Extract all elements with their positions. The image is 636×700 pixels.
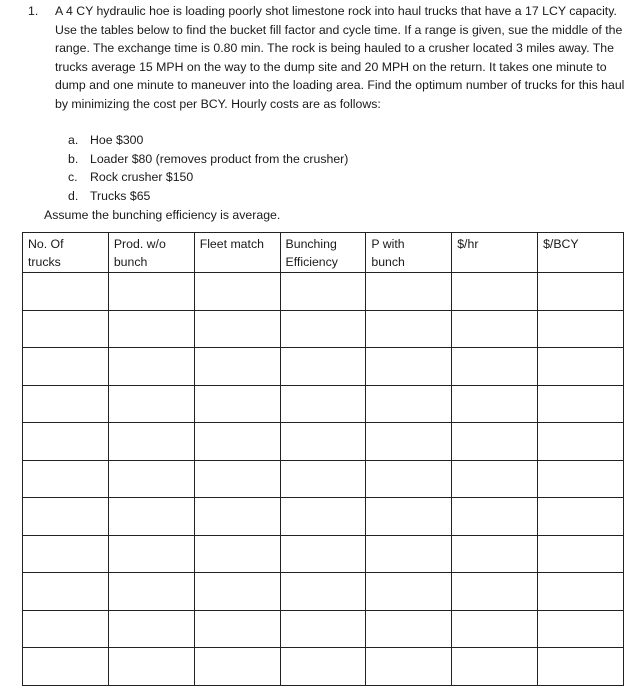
answer-cell[interactable]: [280, 460, 366, 498]
answer-cell[interactable]: [194, 498, 280, 536]
answer-cell[interactable]: [366, 460, 452, 498]
table-row: [23, 610, 624, 648]
answer-cell[interactable]: [280, 273, 366, 311]
answer-cell[interactable]: [108, 310, 194, 348]
answer-cell[interactable]: [538, 460, 624, 498]
answer-cell[interactable]: [108, 273, 194, 311]
answer-cell[interactable]: [23, 498, 109, 536]
answer-cell[interactable]: [194, 273, 280, 311]
cost-item-text: Loader $80 (removes product from the crusher): [90, 151, 349, 166]
answer-cell[interactable]: [538, 273, 624, 311]
answer-cell[interactable]: [108, 498, 194, 536]
answer-cell[interactable]: [452, 348, 538, 386]
answer-cell[interactable]: [452, 535, 538, 573]
answer-cell[interactable]: [194, 610, 280, 648]
answer-cell[interactable]: [538, 610, 624, 648]
answer-cell[interactable]: [194, 310, 280, 348]
table-row: [23, 385, 624, 423]
header-no-of-trucks: No. Of trucks: [23, 233, 109, 273]
answer-cell[interactable]: [194, 573, 280, 611]
answer-cell[interactable]: [366, 610, 452, 648]
answer-cell[interactable]: [23, 460, 109, 498]
header-prod-without-bunch: Prod. w/o bunch: [108, 233, 194, 273]
answer-cell[interactable]: [108, 385, 194, 423]
answer-cell[interactable]: [108, 573, 194, 611]
answer-cell[interactable]: [538, 535, 624, 573]
answer-cell[interactable]: [194, 423, 280, 461]
header-p-with-bunch: P with bunch: [366, 233, 452, 273]
answer-cell[interactable]: [366, 648, 452, 686]
answer-cell[interactable]: [108, 648, 194, 686]
cost-item-text: Trucks $65: [90, 188, 151, 203]
table-row: [23, 498, 624, 536]
table-row: [23, 535, 624, 573]
answer-cell[interactable]: [280, 348, 366, 386]
answer-cell[interactable]: [366, 385, 452, 423]
answer-cell[interactable]: [366, 498, 452, 536]
table-row: [23, 310, 624, 348]
header-dollars-per-hour: $/hr: [452, 233, 538, 273]
answer-cell[interactable]: [452, 423, 538, 461]
answer-cell[interactable]: [366, 423, 452, 461]
answer-cell[interactable]: [108, 610, 194, 648]
table-row: [23, 460, 624, 498]
answer-cell[interactable]: [452, 498, 538, 536]
answer-cell[interactable]: [23, 573, 109, 611]
header-bunching-efficiency: Bunching Efficiency: [280, 233, 366, 273]
cost-item-loader: [68, 150, 348, 169]
answer-cell[interactable]: [23, 385, 109, 423]
answer-cell[interactable]: [538, 423, 624, 461]
answer-cell[interactable]: [108, 348, 194, 386]
answer-cell[interactable]: [23, 535, 109, 573]
answer-cell[interactable]: [280, 648, 366, 686]
answer-cell[interactable]: [452, 460, 538, 498]
answer-cell[interactable]: [366, 573, 452, 611]
answer-cell[interactable]: [452, 273, 538, 311]
answer-cell[interactable]: [194, 385, 280, 423]
table-header-row: [23, 233, 624, 273]
answer-cell[interactable]: [23, 610, 109, 648]
answer-cell[interactable]: [452, 573, 538, 611]
answer-cell[interactable]: [23, 310, 109, 348]
cost-item-trucks: [68, 187, 348, 206]
header-dollars-per-bcy: $/BCY: [538, 233, 624, 273]
answer-cell[interactable]: [280, 498, 366, 536]
answer-cell[interactable]: [366, 310, 452, 348]
table-row: [23, 648, 624, 686]
answer-cell[interactable]: [366, 535, 452, 573]
answer-cell[interactable]: [280, 310, 366, 348]
answer-cell[interactable]: [538, 385, 624, 423]
problem-text: A 4 CY hydraulic hoe is loading poorly shot limestone rock into haul trucks that have a 17 LCY capacity. Use the tables below to find the bucket fill factor and cycle time. If a range is given, sue the middle of the range. The exchange time is 0.80 min. The rock is being hauled to a crusher located 3 miles away. The trucks average 15 MPH on the way to the dump site and 20 MPH on the return. It takes one minute to dump and one minute to maneuver into the loading area. Find the optimum number of trucks for this haul by minimizing the cost per BCY. Hourly costs are as follows:: [55, 4, 625, 111]
cost-item-crusher: [68, 168, 348, 187]
answer-cell[interactable]: [366, 348, 452, 386]
answer-cell[interactable]: [23, 348, 109, 386]
table-body: [23, 273, 624, 686]
answer-cell[interactable]: [280, 610, 366, 648]
hourly-cost-list: [68, 131, 348, 205]
problem-statement: [28, 2, 628, 114]
answer-cell[interactable]: [452, 310, 538, 348]
cost-item-letter: c.: [68, 170, 78, 185]
cost-item-letter: d.: [68, 188, 79, 203]
answer-cell[interactable]: [452, 610, 538, 648]
table-row: [23, 273, 624, 311]
table-row: [23, 573, 624, 611]
cost-item-letter: b.: [68, 151, 79, 166]
answer-cell[interactable]: [23, 273, 109, 311]
answer-cell[interactable]: [280, 423, 366, 461]
answer-cell[interactable]: [366, 273, 452, 311]
answer-cell[interactable]: [108, 460, 194, 498]
answer-cell[interactable]: [194, 535, 280, 573]
problem-number: 1.: [28, 4, 39, 18]
table-row: [23, 348, 624, 386]
answer-cell[interactable]: [538, 648, 624, 686]
answer-cell[interactable]: [452, 648, 538, 686]
answer-cell[interactable]: [194, 460, 280, 498]
answer-cell[interactable]: [280, 573, 366, 611]
header-fleet-match: Fleet match: [194, 233, 280, 273]
answer-cell[interactable]: [194, 648, 280, 686]
answer-cell[interactable]: [452, 385, 538, 423]
cost-item-text: Rock crusher $150: [90, 170, 194, 185]
answer-cell[interactable]: [538, 310, 624, 348]
table-row: [23, 423, 624, 461]
answer-table: [22, 232, 624, 686]
cost-item-letter: a.: [68, 133, 79, 147]
answer-cell[interactable]: [23, 423, 109, 461]
answer-cell[interactable]: [538, 498, 624, 536]
answer-cell[interactable]: [194, 348, 280, 386]
assumption-text: Assume the bunching efficiency is average.: [44, 208, 281, 222]
answer-cell[interactable]: [538, 348, 624, 386]
cost-item-text: Hoe $300: [90, 133, 144, 147]
answer-cell[interactable]: [108, 423, 194, 461]
answer-cell[interactable]: [280, 385, 366, 423]
answer-cell[interactable]: [23, 648, 109, 686]
answer-cell[interactable]: [280, 535, 366, 573]
answer-cell[interactable]: [538, 573, 624, 611]
cost-item-hoe: [68, 131, 348, 150]
answer-cell[interactable]: [108, 535, 194, 573]
